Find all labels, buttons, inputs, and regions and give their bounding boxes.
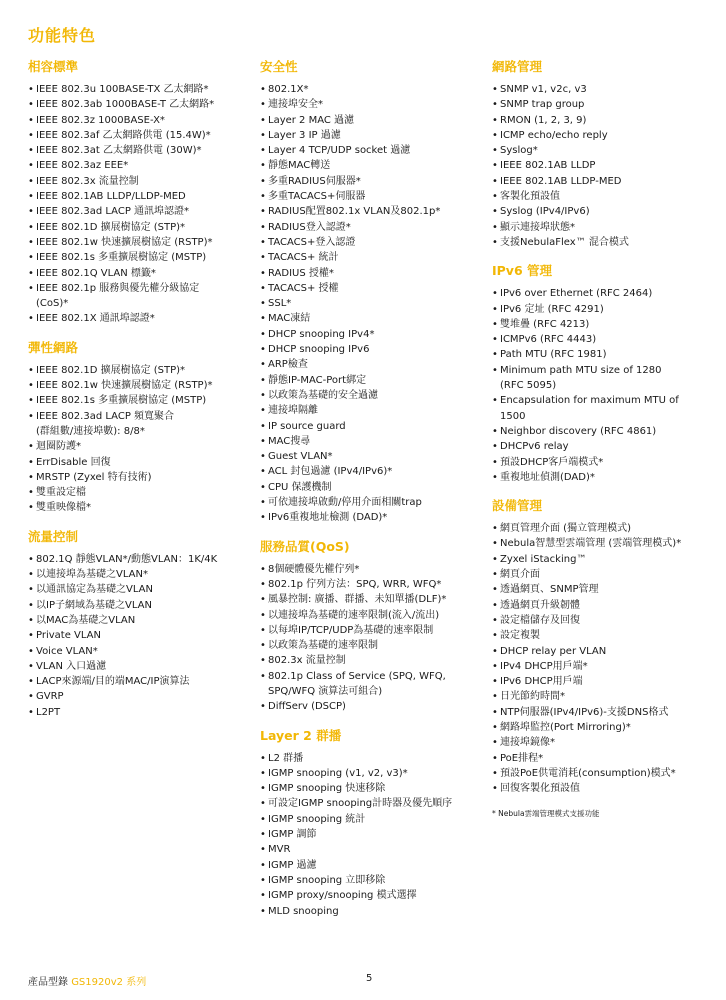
feature-item: • IGMP 調節 — [260, 827, 488, 842]
footnote: * Nebula雲端管理模式支援功能 — [492, 809, 600, 819]
feature-item: • IPv6重複地址檢測 (DAD)* — [260, 510, 488, 525]
feature-item: • 連接埠鏡像* — [492, 735, 722, 750]
feature-item: • IEEE 802.1D 擴展樹協定 (STP)* — [28, 220, 253, 235]
feature-section — [28, 528, 253, 720]
feature-section — [492, 58, 722, 250]
feature-item: • 802.1Q 靜態VLAN*/動態VLAN：1K/4K — [28, 552, 253, 567]
feature-list — [492, 521, 722, 796]
feature-item: • 802.1p Class of Service (SPQ, WFQ, SPQ/WFQ 演算法可組合) — [260, 669, 488, 700]
feature-list — [260, 82, 488, 526]
feature-item: • DHCP snooping IPv4* — [260, 327, 488, 342]
feature-item: • Syslog* — [492, 143, 722, 158]
feature-item: • MRSTP (Zyxel 特有技術) — [28, 470, 253, 485]
feature-item: • 以通訊協定為基礎之VLAN — [28, 582, 253, 597]
feature-item: • IEEE 802.3az EEE* — [28, 158, 253, 173]
feature-item: • 透過網頁升級韌體 — [492, 598, 722, 613]
feature-item: • IGMP snooping 統計 — [260, 812, 488, 827]
feature-item: • 網路埠監控(Port Mirroring)* — [492, 720, 722, 735]
feature-item: • IEEE 802.3x 流量控制 — [28, 174, 253, 189]
feature-item: • Private VLAN — [28, 628, 253, 643]
feature-item: • 預設PoE供電消耗(consumption)模式* — [492, 766, 722, 781]
feature-section — [492, 262, 722, 485]
feature-item: • Nebula智慧型雲端管理 (雲端管理模式)* — [492, 536, 722, 551]
feature-item: • ICMP echo/echo reply — [492, 128, 722, 143]
feature-list — [260, 562, 488, 715]
feature-item: • 以連接埠為基礎的速率限制(流入/流出) — [260, 608, 488, 623]
feature-item: • IGMP snooping 立即移除 — [260, 873, 488, 888]
feature-item: • DHCPv6 relay — [492, 439, 722, 454]
feature-item: • IGMP snooping 快速移除 — [260, 781, 488, 796]
feature-item: • IEEE 802.1AB LLDP/LLDP-MED — [28, 189, 253, 204]
feature-item: • SSL* — [260, 296, 488, 311]
feature-item: • IEEE 802.1AB LLDP — [492, 158, 722, 173]
feature-item: • 以政策為基礎的安全過濾 — [260, 388, 488, 403]
feature-item: • TACACS+ 統計 — [260, 250, 488, 265]
feature-item: • IPv4 DHCP用戶端* — [492, 659, 722, 674]
feature-item: • 8個硬體優先權佇列* — [260, 562, 488, 577]
feature-item: • VLAN 入口過濾 — [28, 659, 253, 674]
feature-item: • Voice VLAN* — [28, 644, 253, 659]
feature-section — [28, 58, 253, 327]
feature-item: • 以每埠IP/TCP/UDP為基礎的速率限制 — [260, 623, 488, 638]
feature-item: • TACACS+登入認證 — [260, 235, 488, 250]
feature-item: • 可依連接埠啟動/停用介面相關trap — [260, 495, 488, 510]
feature-item: • 回復客製化預設值 — [492, 781, 722, 796]
feature-item: • 迴圈防護* — [28, 439, 253, 454]
feature-item: • PoE排程* — [492, 751, 722, 766]
feature-list — [492, 286, 722, 485]
feature-item: • IEEE 802.1s 多重擴展樹協定 (MSTP) — [28, 250, 253, 265]
feature-item: • 靜態IP-MAC-Port綁定 — [260, 373, 488, 388]
feature-list — [492, 82, 722, 250]
feature-list — [260, 751, 488, 919]
feature-item: • Syslog (IPv4/IPv6) — [492, 204, 722, 219]
section-title: 設備管理 — [492, 498, 543, 514]
page-number: 5 — [366, 973, 373, 984]
feature-item: • IEEE 802.3ad LACP 通訊埠認證* — [28, 204, 253, 219]
feature-item: • 重複地址偵測(DAD)* — [492, 470, 722, 485]
feature-item: • MLD snooping — [260, 904, 488, 919]
feature-section — [28, 339, 253, 516]
feature-item: • IGMP proxy/snooping 模式選擇 — [260, 888, 488, 903]
feature-item: • NTP伺服器(IPv4/IPv6)-支援DNS格式 — [492, 705, 722, 720]
column-2 — [260, 58, 488, 931]
feature-item: • 多重TACACS+伺服器 — [260, 189, 488, 204]
feature-item: • Minimum path MTU size of 1280 (RFC 5095) — [492, 363, 722, 394]
feature-item: • 設定檔儲存及回復 — [492, 613, 722, 628]
feature-item: • 802.1p 佇列方法：SPQ, WRR, WFQ* — [260, 577, 488, 592]
feature-item: • IEEE 802.3ad LACP 頻寬聚合 (群組數/連接埠數): 8/8* — [28, 409, 253, 440]
feature-item: • 多重RADIUS伺服器* — [260, 174, 488, 189]
feature-item: • RADIUS登入認證* — [260, 220, 488, 235]
feature-item: • RADIUS 授權* — [260, 266, 488, 281]
feature-item: • IEEE 802.1w 快速擴展樹協定 (RSTP)* — [28, 235, 253, 250]
feature-item: • 網頁介面 — [492, 567, 722, 582]
feature-item: • CPU 保護機制 — [260, 480, 488, 495]
footer-model: GS1920v2 系列 — [71, 977, 147, 988]
feature-item: • IEEE 802.3ab 1000BASE-T 乙太網路* — [28, 97, 253, 112]
feature-item: • Path MTU (RFC 1981) — [492, 347, 722, 362]
section-title: 網路管理 — [492, 59, 543, 74]
feature-item: • IP source guard — [260, 419, 488, 434]
feature-item: • 802.1X* — [260, 82, 488, 97]
feature-item: • IGMP 過濾 — [260, 858, 488, 873]
section-title: 服務品質(QoS) — [260, 538, 350, 554]
feature-item: • ARP檢查 — [260, 357, 488, 372]
feature-item: • Zyxel iStacking™ — [492, 552, 722, 567]
feature-item: • ICMPv6 (RFC 4443) — [492, 332, 722, 347]
feature-item: • DHCP snooping IPv6 — [260, 342, 488, 357]
feature-item: • IEEE 802.1AB LLDP-MED — [492, 174, 722, 189]
feature-item: • 連接埠安全* — [260, 97, 488, 112]
feature-item: • Neighbor discovery (RFC 4861) — [492, 424, 722, 439]
feature-section — [492, 497, 722, 796]
section-title: 安全性 — [260, 59, 298, 74]
feature-list — [28, 363, 253, 516]
section-title: 彈性網路 — [28, 339, 79, 355]
feature-item: • DHCP relay per VLAN — [492, 644, 722, 659]
feature-item: • 客製化預設值 — [492, 189, 722, 204]
feature-item: • IEEE 802.1Q VLAN 標籤* — [28, 266, 253, 281]
feature-item: • L2 群播 — [260, 751, 488, 766]
feature-item: • 以IP子網域為基礎之VLAN — [28, 598, 253, 613]
feature-item: • IEEE 802.1p 服務與優先權分級協定 (CoS)* — [28, 281, 253, 312]
feature-item: • 日光節約時間* — [492, 689, 722, 704]
feature-item: • 靜態MAC轉送 — [260, 158, 488, 173]
feature-item: • IPv6 over Ethernet (RFC 2464) — [492, 286, 722, 301]
feature-item: • IPv6 DHCP用戶端 — [492, 674, 722, 689]
column-3 — [492, 58, 722, 820]
feature-item: • Layer 2 MAC 過濾 — [260, 113, 488, 128]
feature-item: • 連接埠隔離 — [260, 403, 488, 418]
feature-item: • Guest VLAN* — [260, 449, 488, 464]
feature-item: • 雙重設定檔 — [28, 485, 253, 500]
feature-item: • 支援NebulaFlex™ 混合模式 — [492, 235, 722, 250]
feature-section — [260, 538, 488, 715]
feature-item: • MAC凍結 — [260, 311, 488, 326]
section-title: 相容標準 — [28, 59, 79, 74]
feature-item: • LACP來源端/目的端MAC/IP演算法 — [28, 674, 253, 689]
feature-item: • GVRP — [28, 689, 253, 704]
feature-item: • MAC搜尋 — [260, 434, 488, 449]
feature-item: • 雙重映像檔* — [28, 500, 253, 515]
feature-item: • 風暴控制: 廣播、群播、未知單播(DLF)* — [260, 592, 488, 607]
feature-item: • IEEE 802.1s 多重擴展樹協定 (MSTP) — [28, 393, 253, 408]
feature-section — [260, 58, 488, 526]
section-title: 流量控制 — [28, 528, 79, 544]
feature-list — [28, 82, 253, 327]
column-1 — [28, 58, 253, 732]
feature-item: • IGMP snooping (v1, v2, v3)* — [260, 766, 488, 781]
section-title: IPv6 管理 — [492, 263, 553, 279]
feature-item: • 透過網頁、SNMP管理 — [492, 582, 722, 597]
feature-item: • 雙堆疊 (RFC 4213) — [492, 317, 722, 332]
feature-item: • IPv6 定址 (RFC 4291) — [492, 302, 722, 317]
footer-catalog — [28, 973, 146, 988]
feature-item: • ACL 封包過濾 (IPv4/IPv6)* — [260, 464, 488, 479]
feature-item: • DiffServ (DSCP) — [260, 699, 488, 714]
feature-item: • Encapsulation for maximum MTU of 1500 — [492, 393, 722, 424]
feature-item: • Layer 3 IP 過濾 — [260, 128, 488, 143]
feature-item: • 預設DHCP客戶端模式* — [492, 455, 722, 470]
feature-item: • IEEE 802.3af 乙太網路供電 (15.4W)* — [28, 128, 253, 143]
feature-item: • MVR — [260, 842, 488, 857]
feature-item: • IEEE 802.1w 快速擴展樹協定 (RSTP)* — [28, 378, 253, 393]
feature-item: • 以MAC為基礎之VLAN — [28, 613, 253, 628]
feature-item: • IEEE 802.3at 乙太網路供電 (30W)* — [28, 143, 253, 158]
feature-item: • Layer 4 TCP/UDP socket 過濾 — [260, 143, 488, 158]
feature-item: • 設定複製 — [492, 628, 722, 643]
feature-item: • ErrDisable 回復 — [28, 455, 253, 470]
feature-item: • SNMP v1, v2c, v3 — [492, 82, 722, 97]
feature-item: • IEEE 802.1D 擴展樹協定 (STP)* — [28, 363, 253, 378]
feature-item: • IEEE 802.3u 100BASE-TX 乙太網路* — [28, 82, 253, 97]
footer-catalog-label: 產品型錄 — [28, 977, 68, 988]
feature-item: • 可設定IGMP snooping計時器及優先順序 — [260, 796, 488, 811]
feature-item: • IEEE 802.3z 1000BASE-X* — [28, 113, 253, 128]
feature-item: • 以政策為基礎的速率限制 — [260, 638, 488, 653]
section-title: Layer 2 群播 — [260, 727, 342, 743]
feature-item: • 802.3x 流量控制 — [260, 653, 488, 668]
feature-item: • IEEE 802.1X 通訊埠認證* — [28, 311, 253, 326]
feature-item: • L2PT — [28, 705, 253, 720]
page-title: 功能特色 — [28, 26, 97, 45]
feature-item: • 以連接埠為基礎之VLAN* — [28, 567, 253, 582]
feature-item: • 網頁管理介面 (獨立管理模式) — [492, 521, 722, 536]
feature-item: • SNMP trap group — [492, 97, 722, 112]
feature-item: • RADIUS配置802.1x VLAN及802.1p* — [260, 204, 488, 219]
feature-item: • 顯示連接埠狀態* — [492, 220, 722, 235]
feature-section — [260, 727, 488, 919]
feature-list — [28, 552, 253, 720]
feature-item: • TACACS+ 授權 — [260, 281, 488, 296]
feature-item: • RMON (1, 2, 3, 9) — [492, 113, 722, 128]
